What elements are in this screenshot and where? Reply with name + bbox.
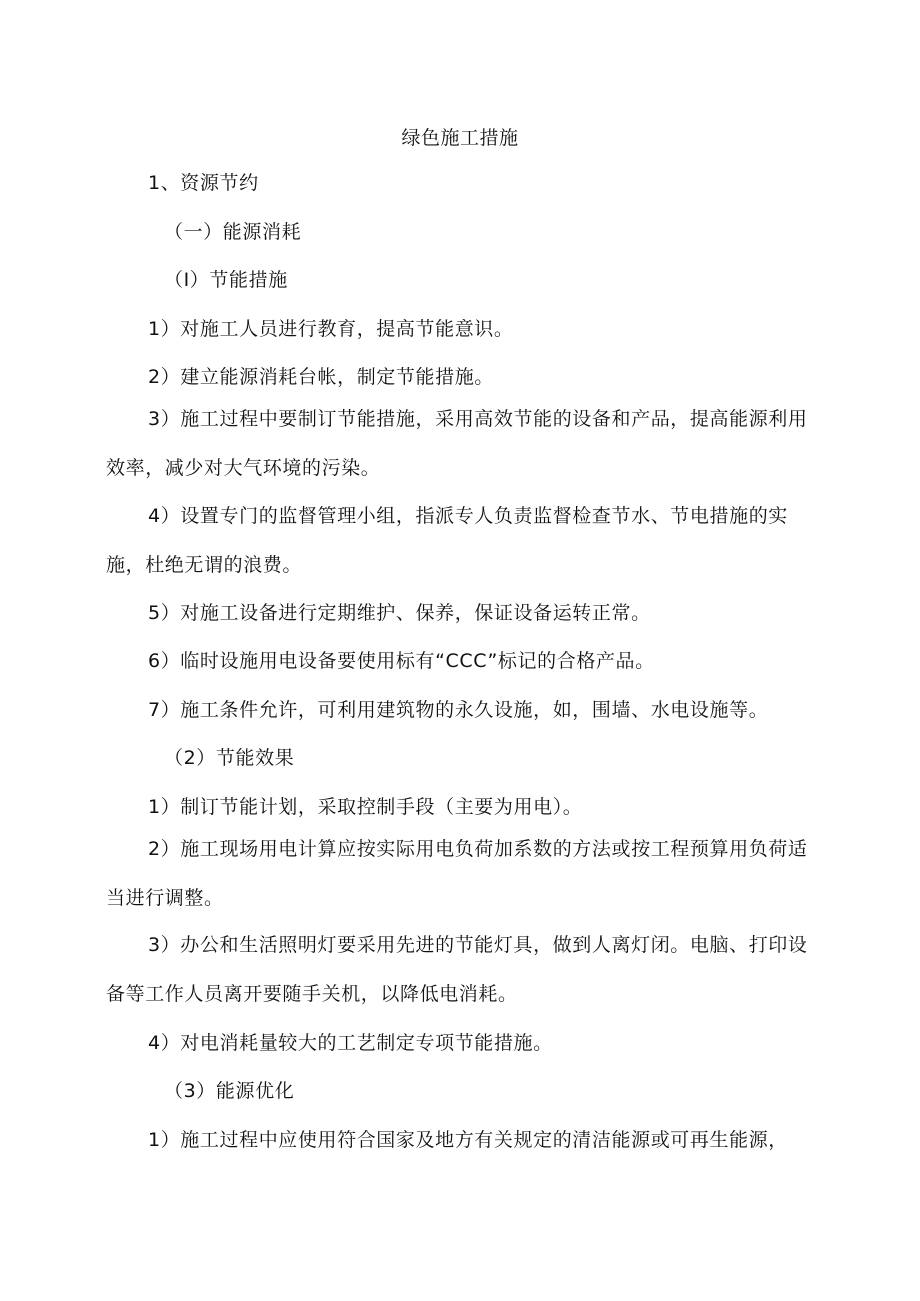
paragraph-measure-3: 3）施工过程中要制订节能措施，采用高效节能的设备和产品，提高能源利用效率，减少对大气环境的污染。	[106, 408, 808, 479]
subsection-heading-energy-consumption: （一）能源消耗	[164, 221, 302, 243]
subsection-heading-energy-optimization: （3）能源优化	[164, 1080, 295, 1102]
paragraph-measure-1: 1）对施工人员进行教育，提高节能意识。	[148, 318, 514, 340]
section-heading-resource-saving: 1、资源节约	[148, 172, 259, 194]
paragraph-effect-2: 2）施工现场用电计算应按实际用电负荷加系数的方法或按工程预算用负荷适当进行调整。	[106, 838, 808, 909]
paragraph-effect-4: 4）对电消耗量较大的工艺制定专项节能措施。	[148, 1032, 553, 1054]
subsection-heading-energy-effect: （2）节能效果	[164, 747, 295, 769]
document-title: 绿色施工措施	[401, 127, 519, 149]
subsection-heading-energy-saving-measures: （I）节能措施	[164, 269, 288, 291]
paragraph-effect-3: 3）办公和生活照明灯要采用先进的节能灯具，做到人离灯闭。电脑、打印设备等工作人员离开要随手关机，以降低电消耗。	[106, 934, 808, 1005]
paragraph-measure-5: 5）对施工设备进行定期维护、保养，保证设备运转正常。	[148, 602, 651, 624]
paragraph-measure-4: 4）设置专门的监督管理小组，指派专人负责监督检查节水、节电措施的实施，杜绝无谓的浪费。	[106, 505, 788, 576]
paragraph-effect-1: 1）制订节能计划，采取控制手段（主要为用电）。	[148, 796, 583, 818]
paragraph-optimization-1: 1）施工过程中应使用符合国家及地方有关规定的清洁能源或可再生能源，	[148, 1129, 788, 1151]
paragraph-measure-7: 7）施工条件允许，可利用建筑物的永久设施，如，围墙、水电设施等。	[148, 699, 769, 721]
paragraph-measure-6: 6）临时设施用电设备要使用标有“CCC”标记的合格产品。	[148, 650, 655, 672]
paragraph-measure-2: 2）建立能源消耗台帐，制定节能措施。	[148, 366, 494, 388]
